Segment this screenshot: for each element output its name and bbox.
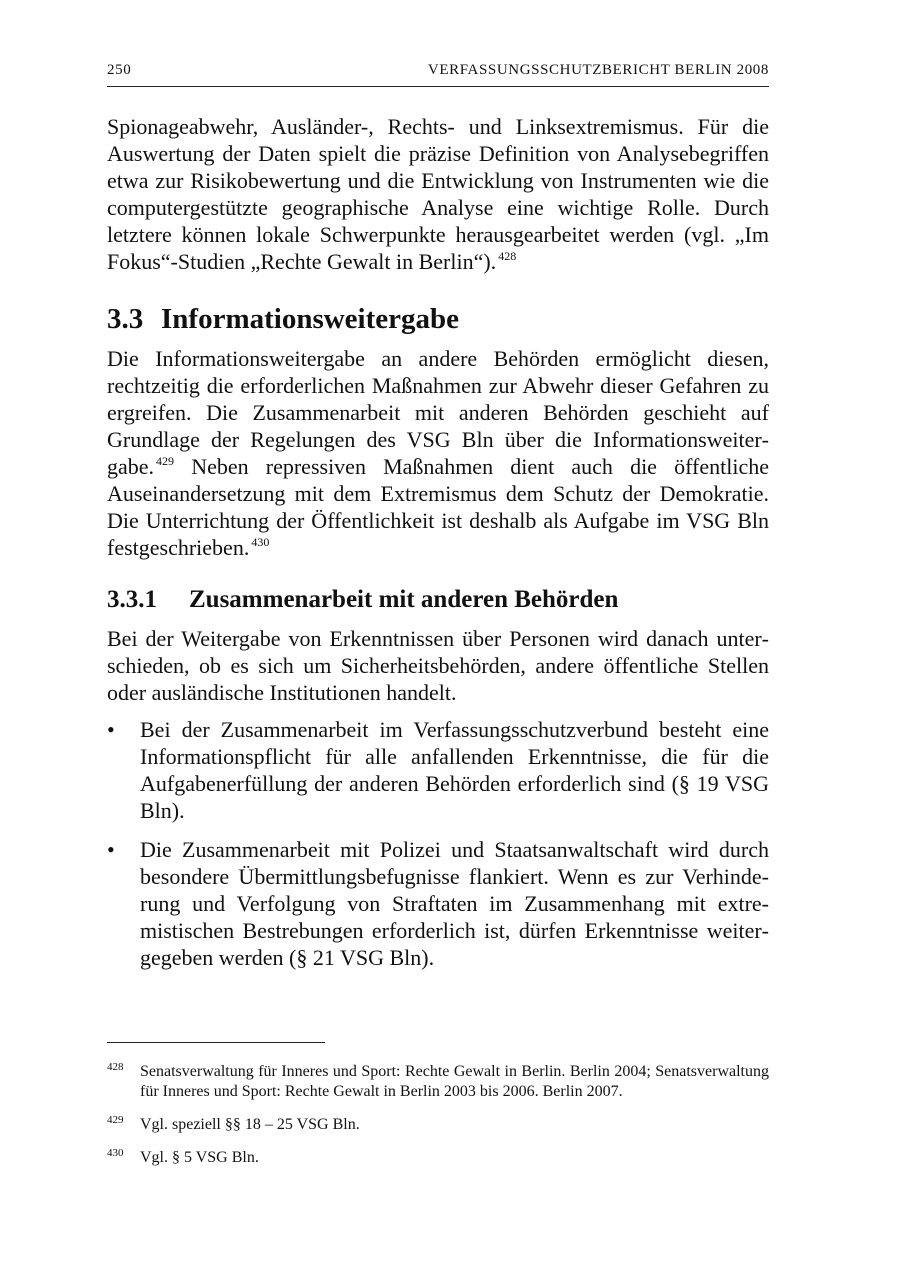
subsection-intro-text: Bei der Weitergabe von Erkenntnissen über Personen wird danach unterschieden, ob es sich um Sicherheitsbehörden, andere öffentliche Stellen oder ausländische Institutionen handelt.	[107, 626, 769, 705]
footnote	[107, 1115, 769, 1135]
bullet-list	[107, 716, 769, 971]
footnote	[107, 1062, 769, 1102]
page-number: 250	[107, 62, 132, 78]
footnote-ref-428[interactable]: 428	[498, 249, 517, 263]
section-3-3-paragraph	[107, 345, 769, 561]
subsection-heading-3-3-1	[107, 584, 618, 616]
footnote-ref-429[interactable]: 429	[156, 454, 175, 468]
footnote-number: 429	[107, 1114, 124, 1126]
bullet-item	[107, 716, 769, 824]
section-3-3-text-part1: Die Informationsweitergabe an andere Behörden ermöglicht diesen, rechtzeitig die erforderlichen Maßnahmen zur Abwehr dieser Gefahren zu ergreifen. Die Zusammenarbeit mit anderen Behörden geschieht auf Grundlage der Regelungen des VSG Bln über die Informationsweitergabe.	[107, 346, 769, 479]
footnote-separator	[107, 1042, 325, 1043]
intro-paragraph	[107, 113, 769, 275]
header-rule	[107, 86, 769, 87]
section-heading-3-3	[107, 301, 459, 337]
section-3-3-text-part2: Neben repressiven Maßnahmen dient auch die öffentliche Auseinandersetzung mit dem Extremismus dem Schutz der Demokratie. Die Unterrichtung der Öffentlichkeit ist deshalb als Aufgabe im VSG Bln festgeschrieben.	[107, 454, 769, 560]
bullet-text: Die Zusammenarbeit mit Polizei und Staatsanwaltschaft wird durch besondere Übermittlungsbefugnisse flankiert. Wenn es zur Verhinderung und Verfolgung von Straftaten im Zusammenhang mit extremistischen Bestrebungen erforderlich ist, dürfen Erkenntnisse weitergegeben werden (§ 21 VSG Bln).	[140, 837, 769, 970]
footnote-number: 428	[107, 1061, 124, 1073]
footnote-number: 430	[107, 1147, 124, 1159]
footnote-text: Vgl. speziell §§ 18 – 25 VSG Bln.	[140, 1116, 360, 1133]
running-header	[107, 62, 769, 79]
subsection-intro-paragraph	[107, 625, 769, 706]
section-title: Informationsweitergabe	[161, 303, 460, 335]
footnote-text: Senatsverwaltung für Inneres und Sport: Rechte Gewalt in Berlin. Berlin 2004; Senatsverwaltung für Inneres und Sport: Rechte Gewalt in Berlin 2003 bis 2006. Berlin 2007.	[140, 1063, 769, 1100]
footnotes	[107, 1062, 769, 1181]
bullet-icon: •	[107, 837, 115, 862]
running-title: VERFASSUNGSSCHUTZBERICHT BERLIN 2008	[427, 62, 769, 78]
bullet-item	[107, 836, 769, 971]
subsection-number: 3.3.1	[107, 586, 157, 613]
footnote-ref-430[interactable]: 430	[251, 535, 270, 549]
subsection-title: Zusammenarbeit mit anderen Behörden	[189, 586, 619, 613]
bullet-icon: •	[107, 717, 115, 742]
intro-paragraph-text: Spionageabwehr, Ausländer-, Rechts- und Linksextremismus. Für die Auswertung der Daten spielt die präzise Definition von Analysebegriffen etwa zur Risikobewertung und die Entwicklung von Instrumenten wie die computergestützte geographische Analyse eine wichtige Rolle. Durch letztere können lokale Schwerpunkte herausgearbeitet werden (vgl. „Im Fokus“-Studien „Rechte Gewalt in Berlin“).	[107, 114, 769, 274]
footnote	[107, 1148, 769, 1168]
section-number: 3.3	[107, 303, 144, 335]
footnote-text: Vgl. § 5 VSG Bln.	[140, 1149, 259, 1166]
bullet-text: Bei der Zusammenarbeit im Verfassungsschutzverbund besteht eine Informationspflicht für alle anfallenden Erkenntnisse, die für die Aufgabenerfüllung der anderen Behörden erforderlich sind (§ 19 VSG Bln).	[140, 717, 769, 823]
